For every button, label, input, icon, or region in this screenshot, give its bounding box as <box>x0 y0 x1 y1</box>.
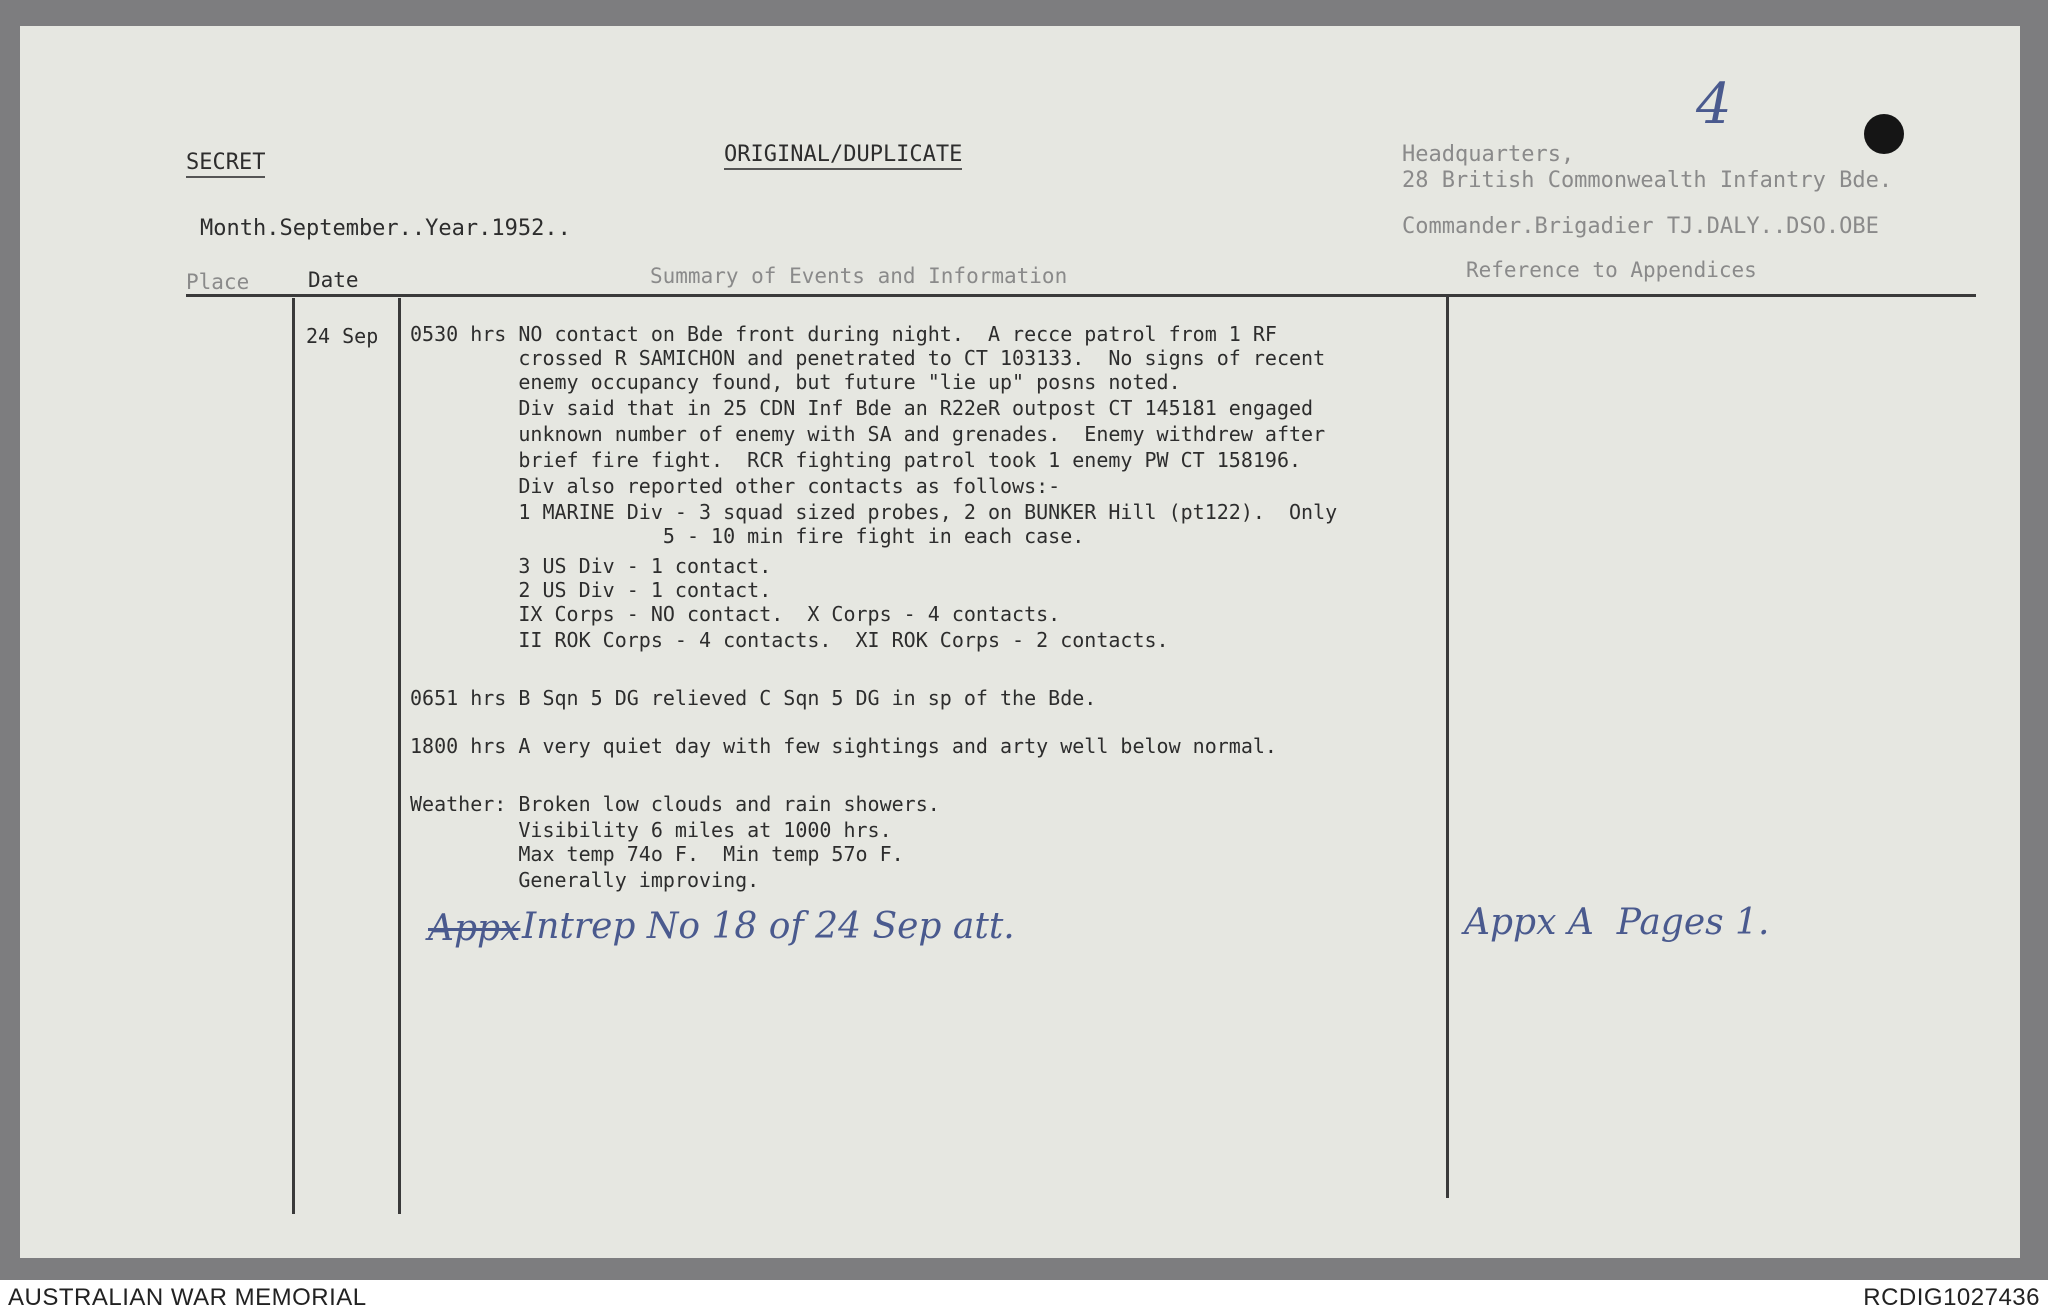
summary-line: 3 US Div - 1 contact. <box>410 554 772 578</box>
column-heading-reference: Reference to Appendices <box>1466 258 1757 282</box>
summary-line: Weather: Broken low clouds and rain showers. <box>410 792 940 816</box>
month-year-line: Month.September..Year.1952.. <box>200 216 571 241</box>
summary-line: Max temp 74o F. Min temp 57o F. <box>410 842 904 866</box>
summary-line: enemy occupancy found, but future "lie up" posns noted. <box>410 370 1181 394</box>
summary-line: Generally improving. <box>410 868 760 892</box>
summary-line: crossed R SAMICHON and penetrated to CT 103133. No signs of recent <box>410 346 1326 370</box>
handwritten-note: Intrep No 18 of 24 Sep att. <box>522 906 1015 947</box>
handwritten-appendix: Appx A Pages 1. <box>1464 902 1770 943</box>
punch-hole <box>1864 114 1904 154</box>
column-heading-date: Date <box>308 268 359 292</box>
column-divider-place-date <box>292 298 295 1214</box>
summary-line: II ROK Corps - 4 contacts. XI ROK Corps - 2 contacts. <box>410 628 1169 652</box>
classification-label: SECRET <box>186 150 265 178</box>
column-divider-summary-reference <box>1446 294 1449 1198</box>
summary-line: Div said that in 25 CDN Inf Bde an R22eR outpost CT 145181 engaged <box>410 396 1314 420</box>
archive-footer <box>0 1280 2048 1315</box>
copy-type-label: ORIGINAL/DUPLICATE <box>724 142 962 170</box>
hq-line-1: Headquarters, <box>1402 142 1575 167</box>
summary-line: unknown number of enemy with SA and grenades. Enemy withdrew after <box>410 422 1326 446</box>
footer-source: AUSTRALIAN WAR MEMORIAL <box>8 1284 367 1311</box>
handwritten-corner-mark: 4 <box>1696 72 1732 137</box>
handwritten-strikeout: Appx <box>428 908 521 949</box>
summary-line: brief fire fight. RCR fighting patrol took 1 enemy PW CT 158196. <box>410 448 1302 472</box>
column-divider-date-summary <box>398 298 401 1214</box>
summary-line: Div also reported other contacts as follows:- <box>410 474 1061 498</box>
summary-line: 1800 hrs A very quiet day with few sightings and arty well below normal. <box>410 734 1277 758</box>
column-heading-summary: Summary of Events and Information <box>650 264 1068 288</box>
commander-line: Commander.Brigadier TJ.DALY..DSO.OBE <box>1402 214 1879 239</box>
summary-line: Visibility 6 miles at 1000 hrs. <box>410 818 892 842</box>
summary-line: 0651 hrs B Sqn 5 DG relieved C Sqn 5 DG in sp of the Bde. <box>410 686 1097 710</box>
summary-line: 0530 hrs NO contact on Bde front during night. A recce patrol from 1 RF <box>410 322 1277 346</box>
summary-line: 5 - 10 min fire fight in each case. <box>410 524 1085 548</box>
summary-line: 2 US Div - 1 contact. <box>410 578 772 602</box>
header-rule <box>186 294 1976 297</box>
hq-line-2: 28 British Commonwealth Infantry Bde. <box>1402 168 1893 193</box>
column-heading-place: Place <box>186 270 250 294</box>
summary-line: IX Corps - NO contact. X Corps - 4 contacts. <box>410 602 1061 626</box>
entry-date: 24 Sep <box>306 324 379 348</box>
summary-line: 1 MARINE Div - 3 squad sized probes, 2 on BUNKER Hill (pt122). Only <box>410 500 1338 524</box>
footer-reference-id: RCDIG1027436 <box>1863 1284 2040 1311</box>
